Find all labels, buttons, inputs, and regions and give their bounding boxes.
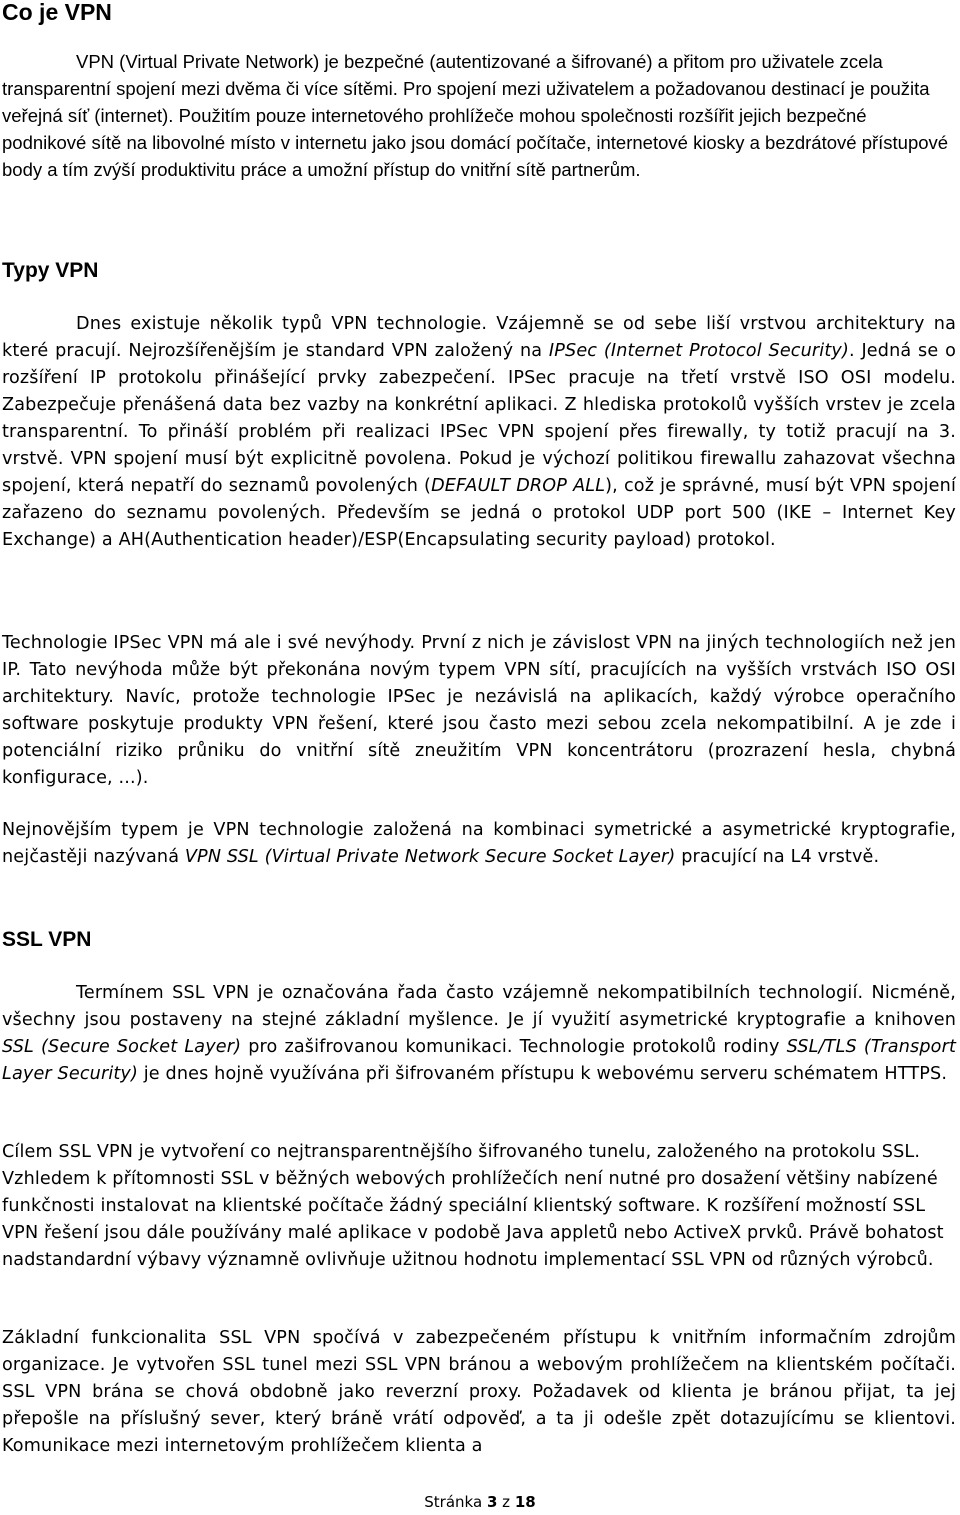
text-run: Cílem SSL VPN je vytvoření co nejtransparentnějšího šifrovaného tunelu, založeného na protokolu SSL. Vzhledem k přítomnosti SSL v běžných webových prohlížečích není nutné pro dosažení většiny nabízené funkčnosti instalovat na klientské počítače žádný speciální klientský software. K rozšíření možností SSL VPN řešení jsou dále používány malé aplikace v podobě Java appletů nebo ActiveX prvků. Právě bohatost nadstandardní výbavy významně ovlivňuje užitnou hodnotu implementací SSL VPN od různých výrobců. (2, 1142, 944, 1270)
footer-page-label: Stránka (424, 1493, 483, 1511)
text-run: Technologie IPSec VPN má ale i své nevýhody. První z nich je závislost VPN na jiných technologiích než jen IP. Tato nevýhoda může být překonána novým typem VPN sítí, pracujících na vyšších vrstvách ISO OSI architektury. Navíc, protože technologie IPSec je nezávislá na aplikacích, každý výrobce operačního software poskytuje produkty VPN řešení, které jsou často mezi sebou zcela nekompatibilní. A je zde i potenciální riziko průniku do vnitřní sítě zneužitím VPN koncentrátoru (prozrazení hesla, chybná konfigurace, ...). (2, 633, 956, 788)
paragraph-co-je-vpn (2, 48, 956, 183)
text-run: je dnes hojně využívána při šifrovaném přístupu k webovému serveru schématem HTTPS. (138, 1064, 948, 1084)
text-run: VPN (Virtual Private Network) je bezpečné (autentizované a šifrované) a přitom pro uživatele zcela transparentní spojení mezi dvěma či více sítěmi. Pro spojení mezi uživatelem a požadovanou destinací je použita veřejná síť (internet). (2, 51, 930, 126)
italic-text-run: SSL/TLS (Transport Layer Security) (2, 1037, 957, 1084)
paragraph-typy-vpn-3 (2, 817, 956, 871)
text-run: Dnes existuje několik typů VPN technologie. Vzájemně se od sebe liší vrstvou architektury na které pracují. Nejrozšířenějším je standard VPN založený na (2, 314, 956, 361)
text-run: Termínem SSL VPN je označována řada často vzájemně nekompatibilních technologií. Nicméně, všechny jsou postaveny na stejné základní myšlence. Je jí využití asymetrické kryptografie a knihoven (2, 983, 956, 1030)
paragraph-typy-vpn-2 (2, 630, 956, 792)
section-heading-typy-vpn: Typy VPN (2, 259, 99, 282)
text-run: Použitím pouze internetového prohlížeče mohou společnosti rozšířit jejich bezpečné podnikové sítě na libovolné místo v internetu jako jsou domácí počítače, internetové kiosky a bezdrátové přístupové body a tím zvýší produktivitu práce a umožní přístup do vnitřní sítě partnerům. (2, 105, 949, 180)
paragraph-typy-vpn-1 (2, 311, 956, 554)
text-run: ), což je správné, musí být VPN spojení zařazeno do seznamu povolených. Především se jedná o protokol UDP port 500 (IKE – Internet Key Exchange) a AH(Authentication header)/ESP(Encapsulating security payload) protokol. (2, 476, 956, 550)
footer-page-total: 18 (514, 1493, 536, 1511)
page-footer (0, 1492, 960, 1512)
text-run: Základní funkcionalita SSL VPN spočívá v zabezpečeném přístupu k vnitřním informačním zdrojům organizace. Je vytvořen SSL tunel mezi SSL VPN bránou a webovým prohlížečem na klientském počítači. SSL VPN brána se chová obdobně jako reverzní proxy. Požadavek od klienta je bránou přijat, ta jej přepošle na příslušný sever, který bráně vrátí odpověď, a ta ji odešle zpět dotazujícímu se klientovi. Komunikace mezi internetovým prohlížečem klienta a (2, 1328, 956, 1456)
italic-text-run: DEFAULT DROP ALL (431, 476, 606, 496)
italic-text-run: SSL (Secure Socket Layer) (2, 1037, 242, 1057)
paragraph-ssl-vpn-2 (2, 1139, 956, 1274)
paragraph-ssl-vpn-3 (2, 1325, 956, 1460)
italic-text-run: IPSec (Internet Protocol Security) (548, 341, 849, 361)
text-run: pracující na L4 vrstvě. (675, 847, 880, 867)
text-run: . Jedná se o rozšíření IP protokolu přinášející prvky zabezpečení. IPSec pracuje na třetí vrstvě ISO OSI modelu. Zabezpečuje přenášená data bez vazby na konkrétní aplikaci. Z hlediska protokolů vyšších vrstev je zcela transparentní. To přináší problém při realizaci IPSec VPN spojení přes firewally, ty totiž pracují na 3. vrstvě. VPN spojení musí být explicitně povolena. Pokud je výchozí politikou firewallu zahazovat všechna spojení, která nepatří do seznamů povolených ( (2, 341, 956, 496)
italic-text-run: VPN SSL (Virtual Private Network Secure Socket Layer) (184, 847, 676, 867)
paragraph-ssl-vpn-1 (2, 980, 956, 1088)
section-heading-co-je-vpn: Co je VPN (2, 0, 112, 25)
footer-page-number: 3 (486, 1493, 498, 1511)
section-heading-ssl-vpn: SSL VPN (2, 928, 92, 951)
footer-separator: z (502, 1493, 511, 1511)
text-run: Nejnovějším typem je VPN technologie založená na kombinaci symetrické a asymetrické kryptografie, nejčastěji nazývaná (2, 820, 956, 867)
text-run: pro zašifrovanou komunikaci. Technologie protokolů rodiny (241, 1037, 787, 1057)
